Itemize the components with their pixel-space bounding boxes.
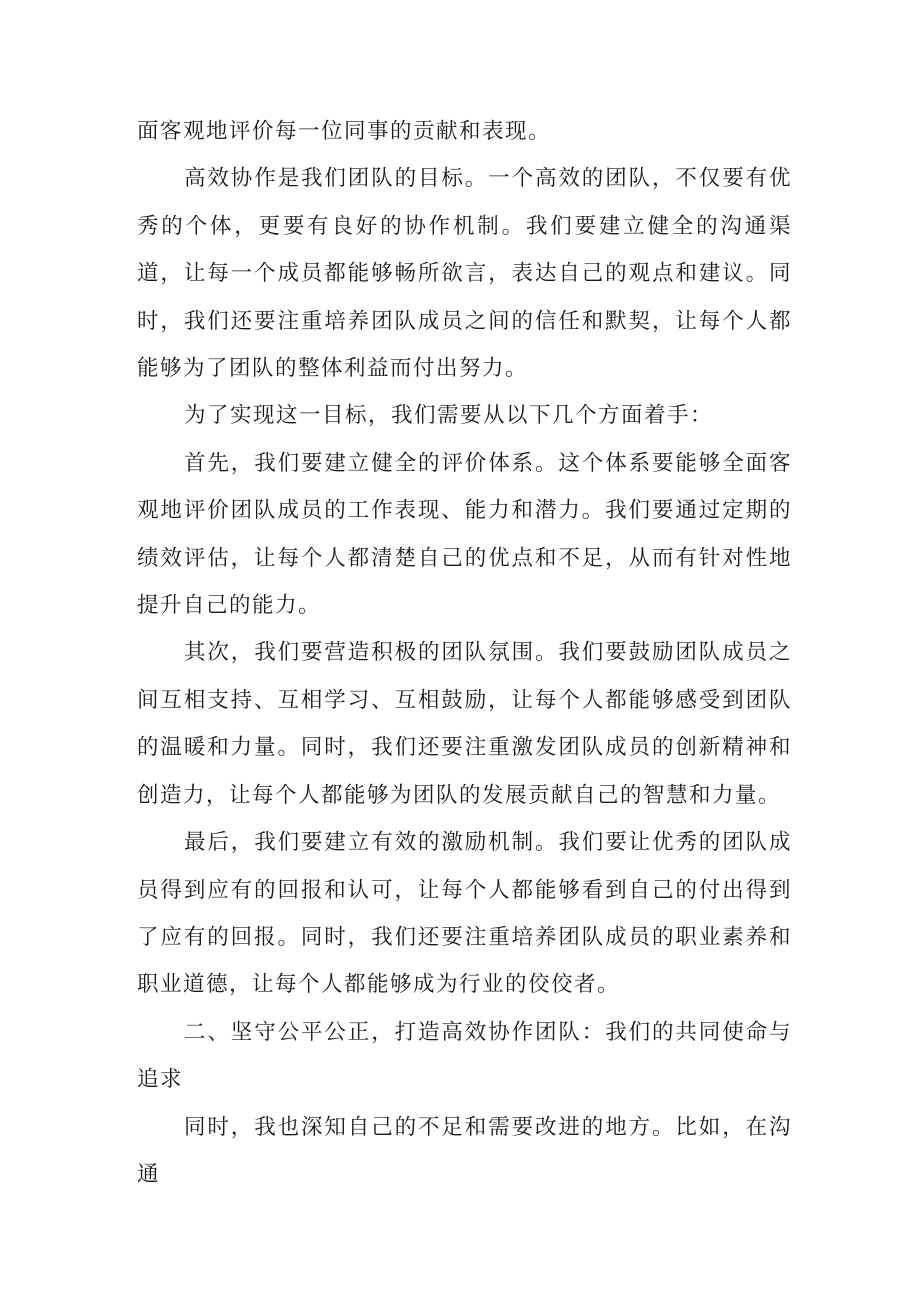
- paragraph-7: 同时，我也深知自己的不足和需要改进的地方。比如，在沟通: [137, 1114, 792, 1187]
- paragraph-2: 高效协作是我们团队的目标。一个高效的团队，不仅要有优秀的个体，更要有良好的协作机制。我们要建立健全的沟通渠道，让每一个成员都能够畅所欲言，表达自己的观点和建议。同时，我们还要注重培养团队成员之间的信任和默契，让每个人都能够为了团队的整体利益而付出努力。: [137, 166, 792, 382]
- paragraph-6: 最后，我们要建立有效的激励机制。我们要让优秀的团队成员得到应有的回报和认可，让每个人都能够看到自己的付出得到了应有的回报。同时，我们还要注重培养团队成员的职业素养和职业道德，让每个人都能够成为行业的佼佼者。: [137, 830, 792, 998]
- paragraph-5: 其次，我们要营造积极的团队氛围。我们要鼓励团队成员之间互相支持、互相学习、互相鼓励，让每个人都能够感受到团队的温暖和力量。同时，我们还要注重激发团队成员的创新精神和创造力，让每个人都能够为团队的发展贡献自己的智慧和力量。: [137, 640, 792, 808]
- paragraph-1: 面客观地评价每一位同事的贡献和表现。: [137, 119, 552, 144]
- paragraph-3: 为了实现这一目标，我们需要从以下几个方面着手：: [184, 403, 714, 429]
- section-heading: 二、坚守公平公正，打造高效协作团队：我们的共同使命与追求: [137, 1019, 792, 1093]
- document-body: [137, 108, 792, 1198]
- paragraph-4: 首先，我们要建立健全的评价体系。这个体系要能够全面客观地评价团队成员的工作表现、能力和潜力。我们要通过定期的绩效评估，让每个人都清楚自己的优点和不足，从而有针对性地提升自己的能力。: [137, 450, 792, 619]
